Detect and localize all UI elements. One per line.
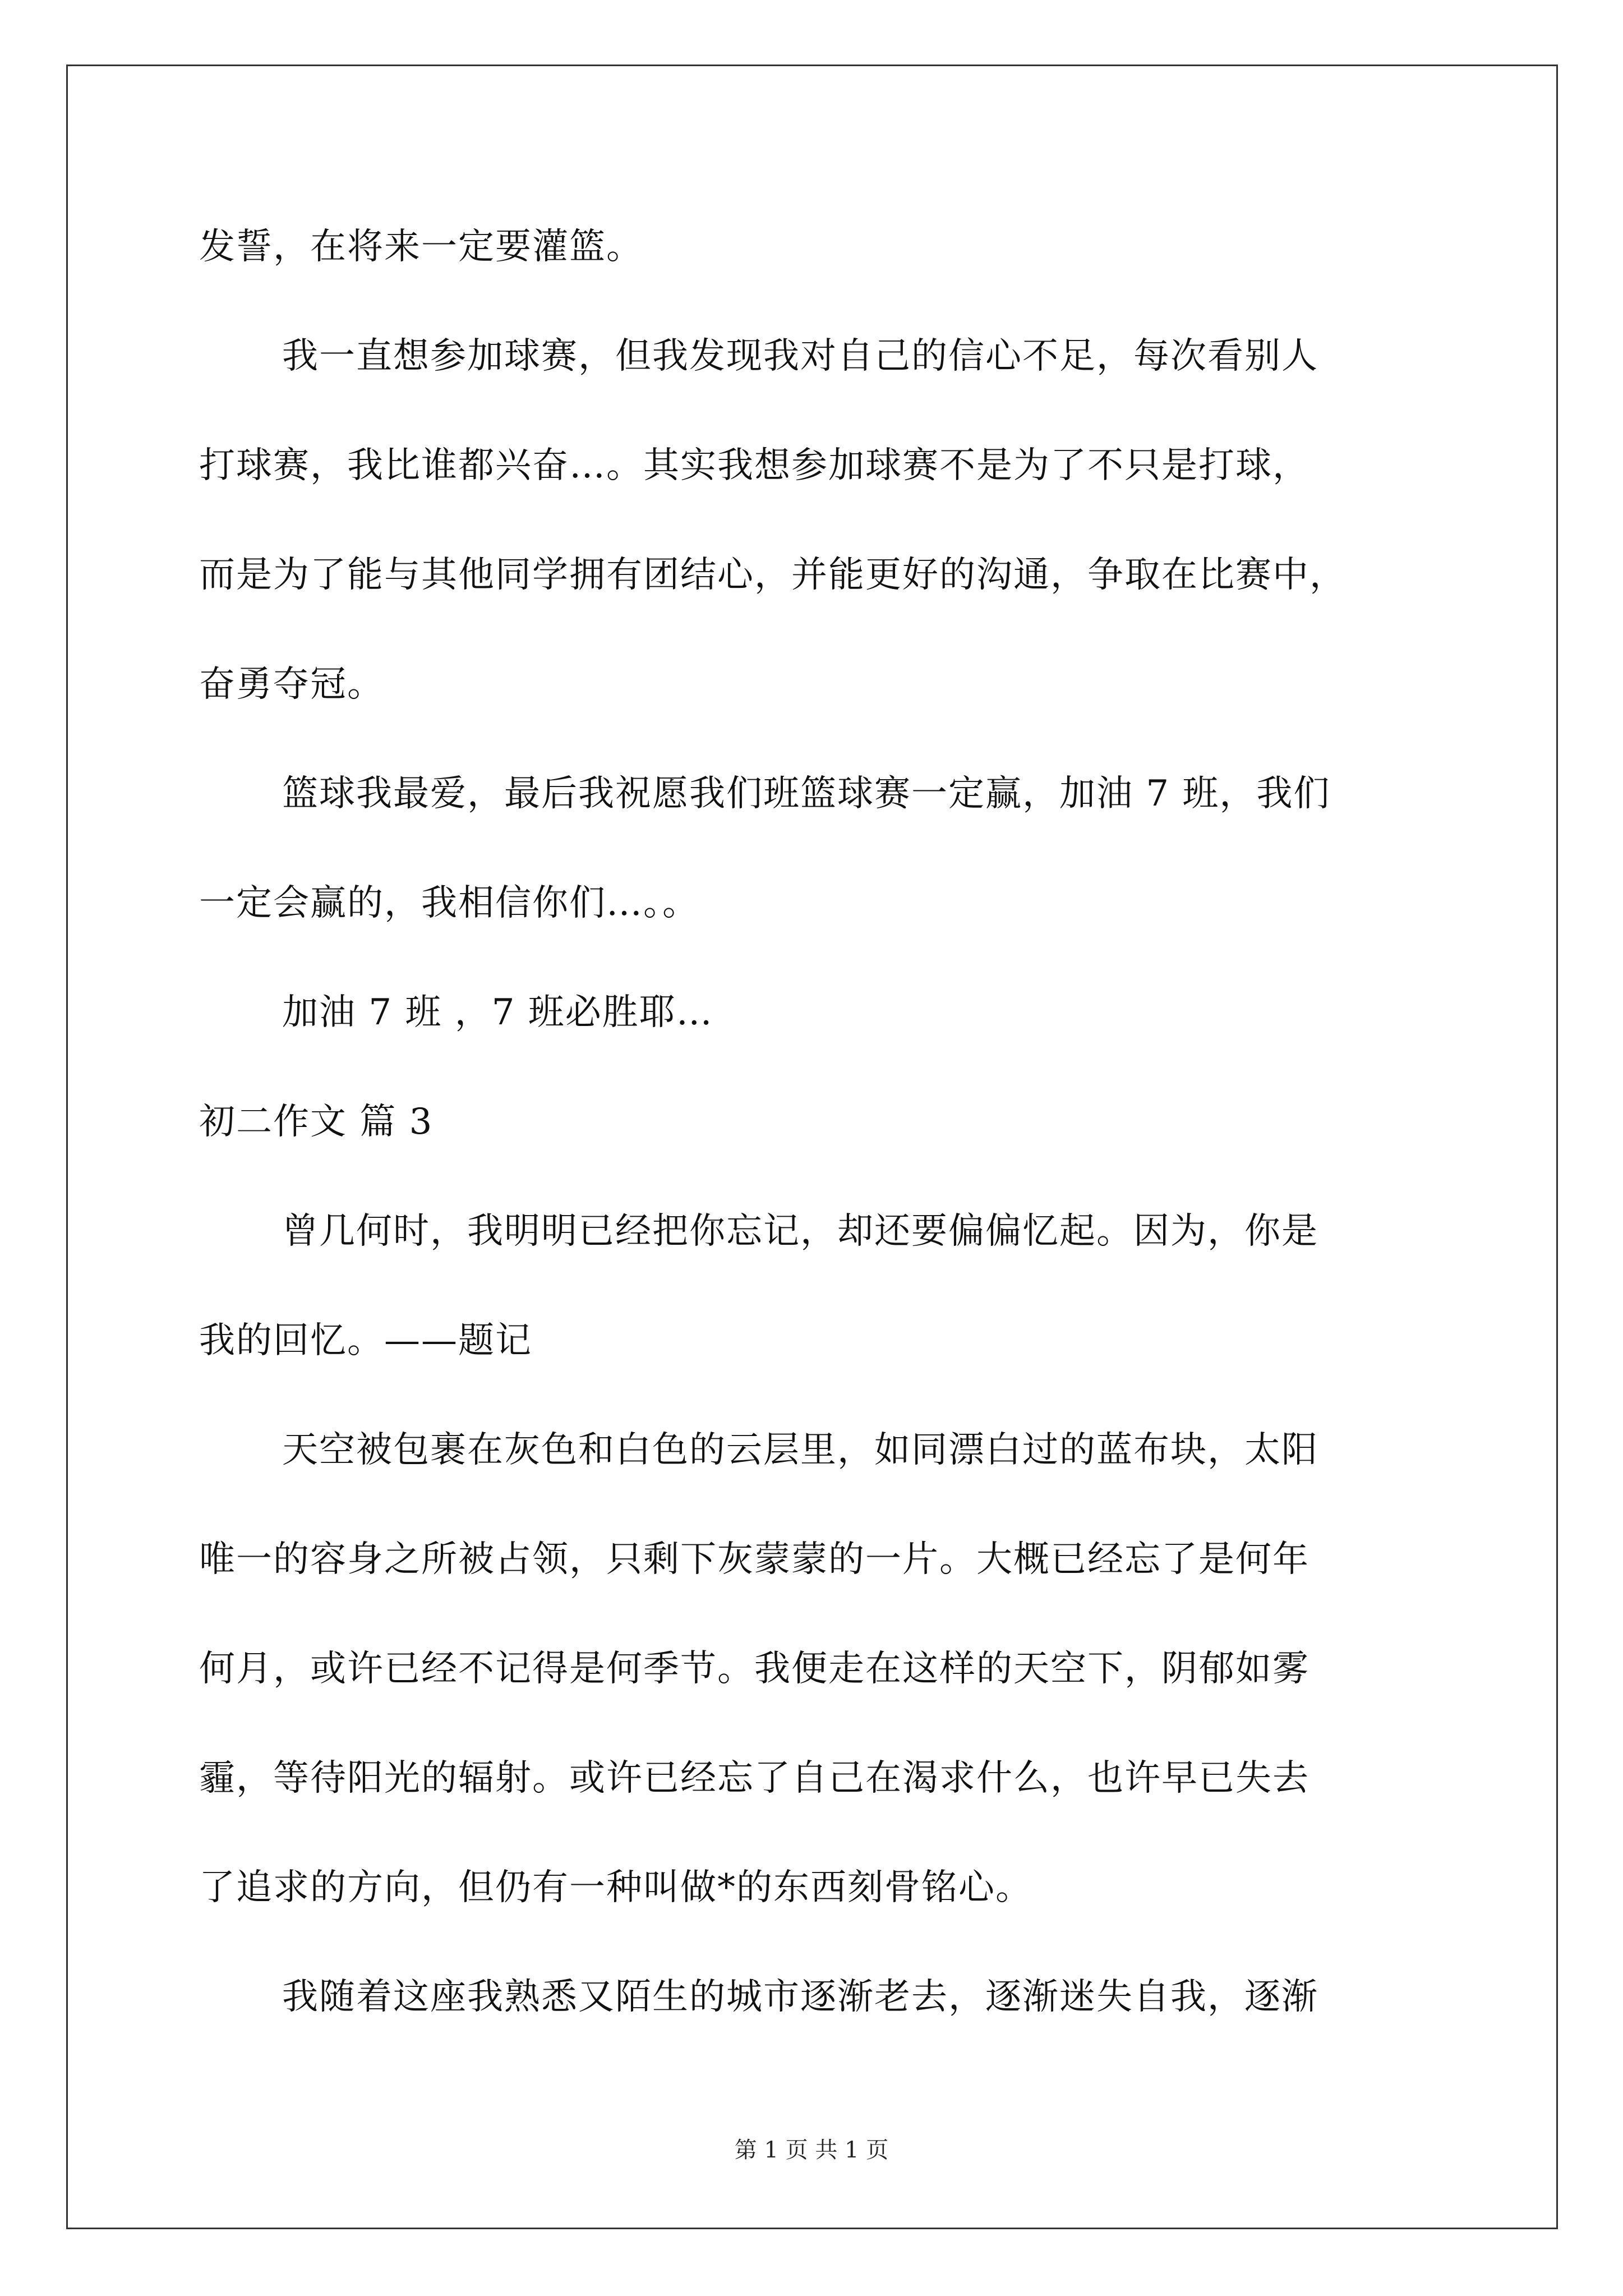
text-line: 奋勇夺冠。 bbox=[199, 664, 384, 705]
text-line: 唯一的容身之所被占领，只剩下灰蒙蒙的一片。大概已经忘了是何年 bbox=[199, 1539, 1310, 1580]
section-heading: 初二作文 篇 3 bbox=[199, 1101, 434, 1143]
paragraph-start: 我随着这座我熟悉又陌生的城市逐渐老去，逐渐迷失自我，逐渐 bbox=[282, 1976, 1318, 2018]
text-line: 何月，或许已经不记得是何季节。我便走在这样的天空下，阴郁如雾 bbox=[199, 1648, 1310, 1690]
text-line: 而是为了能与其他同学拥有团结心，并能更好的沟通，争取在比赛中， bbox=[199, 554, 1347, 596]
paragraph-start: 篮球我最爱，最后我祝愿我们班篮球赛一定赢，加油 7 班，我们 bbox=[282, 773, 1331, 815]
paragraph-start: 天空被包裹在灰色和白色的云层里，如同漂白过的蓝布块，太阳 bbox=[282, 1429, 1318, 1471]
text-line: 一定会赢的，我相信你们…。。 bbox=[199, 882, 699, 924]
paragraph-start: 我一直想参加球赛，但我发现我对自己的信心不足，每次看别人 bbox=[282, 335, 1318, 377]
page-footer: 第 1 页 共 1 页 bbox=[734, 2137, 889, 2163]
text-line: 霾，等待阳光的辐射。或许已经忘了自己在渴求什么，也许早已失去 bbox=[199, 1757, 1310, 1799]
text-line: 我的回忆。——题记 bbox=[199, 1320, 532, 1361]
text-line: 打球赛，我比谁都兴奋…。其实我想参加球赛不是为了不只是打球， bbox=[199, 445, 1310, 486]
text-line: 了追求的方向，但仍有一种叫做*的东西刻骨铭心。 bbox=[199, 1867, 1032, 1908]
paragraph-start: 曾几何时，我明明已经把你忘记，却还要偏偏忆起。因为，你是 bbox=[282, 1211, 1318, 1252]
text-line: 发誓，在将来一定要灌篮。 bbox=[199, 226, 643, 268]
paragraph-start: 加油 7 班 ，7 班必胜耶… bbox=[282, 992, 713, 1033]
